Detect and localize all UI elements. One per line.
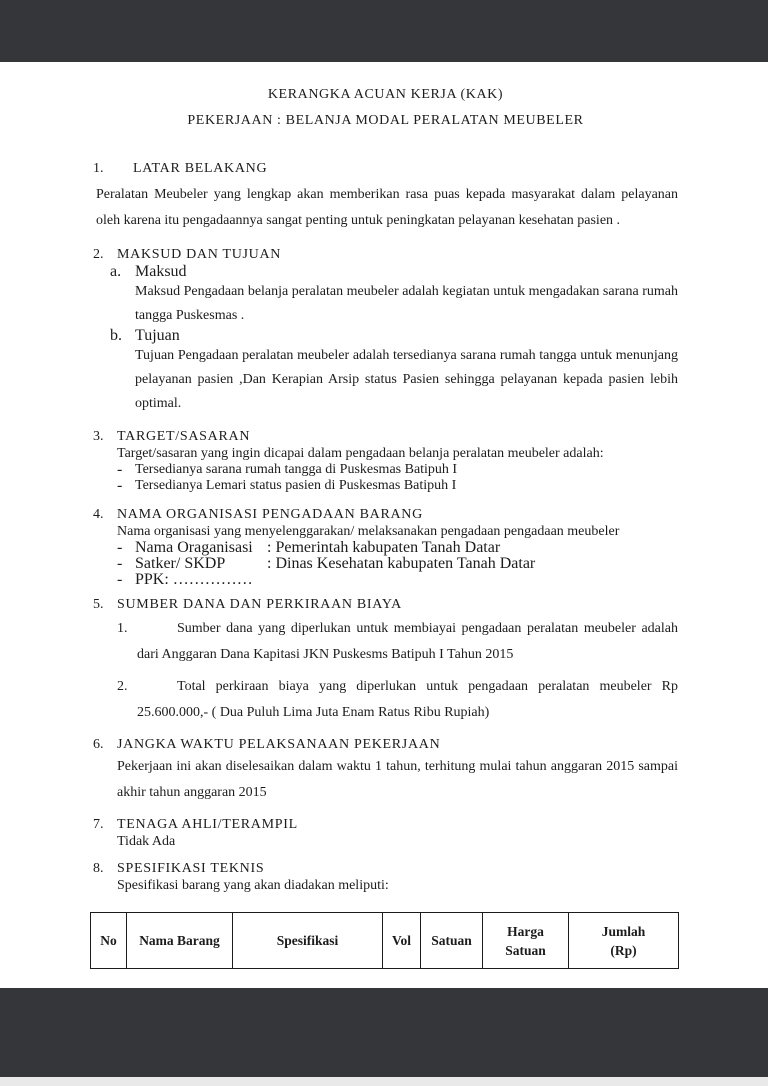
header-text: Nama Barang (139, 933, 220, 948)
list-item-text: Tersedianya sarana rumah tangga di Puskesmas Batipuh I (135, 462, 458, 477)
list-item (117, 478, 678, 494)
subsection-a-number: a. (110, 263, 122, 280)
item-number: 2. (117, 679, 128, 694)
header-text: Spesifikasi (276, 933, 339, 948)
section-2-number: 2. (93, 247, 104, 262)
document-title-line-1: KERANGKA ACUAN KERJA (KAK) (267, 87, 504, 102)
column-header-satuan (421, 913, 483, 969)
section-3-number: 3. (93, 429, 104, 444)
section-7-paragraph: Tidak Ada (117, 834, 176, 849)
section-8-number: 8. (93, 861, 104, 876)
section-7-heading (93, 816, 678, 834)
specification-table (90, 912, 679, 969)
subsection-a-title: Maksud (135, 263, 187, 280)
list-item (117, 572, 678, 588)
section-4-number: 4. (93, 507, 104, 522)
section-7-number: 7. (93, 817, 104, 832)
document-title-line-2: PEKERJAAN : BELANJA MODAL PERALATAN MEUBELER (187, 113, 584, 128)
section-8-heading (93, 860, 678, 878)
next-page-edge (0, 1077, 768, 1086)
header-text: No (100, 933, 117, 948)
subsection-b-paragraph: Tujuan Pengadaan peralatan meubeler adalah tersedianya sarana rumah tangga untuk menunjang pelayanan pasien ,Dan Kerapian Arsip status Pasien sehingga pelayanan kepada pasien lebih optimal. (135, 348, 678, 411)
dash-bullet: - (117, 539, 123, 556)
section-spesifikasi-teknis (93, 860, 678, 894)
subsection-b-label (110, 328, 678, 344)
org-field-value: : Pemerintah kabupaten Tanah Datar (267, 539, 501, 556)
list-item (117, 462, 678, 478)
section-2-heading (93, 246, 678, 264)
dash-bullet: - (117, 555, 123, 572)
section-3-heading (93, 428, 678, 446)
section-jangka-waktu (93, 736, 678, 806)
section-3-intro: Target/sasaran yang ingin dicapai dalam pengadaan belanja peralatan meubeler adalah: (117, 446, 604, 461)
list-item (117, 540, 678, 556)
section-1-paragraph: Peralatan Meubeler yang lengkap akan memberikan rasa puas kepada masyarakat dalam pelayanan oleh karena itu pengadaannya sangat penting untuk peningkatan pelayanan kesehatan pasien . (96, 187, 678, 228)
dash-bullet: - (117, 571, 123, 588)
section-4-title: NAMA ORGANISASI PENGADAAN BARANG (117, 507, 423, 522)
section-nama-organisasi (93, 506, 678, 588)
section-tenaga-ahli (93, 816, 678, 850)
header-text-line-2: (Rp) (610, 942, 637, 958)
section-1-heading (93, 160, 678, 178)
section-4-intro: Nama organisasi yang menyelenggarakan/ melaksanakan pengadaan pengadaan meubeler (117, 524, 620, 539)
section-5-number: 5. (93, 597, 104, 612)
section-1-number: 1. (93, 161, 104, 176)
section-3-title: TARGET/SASARAN (117, 429, 251, 444)
document-page (0, 62, 768, 988)
column-header-vol (383, 913, 421, 969)
list-item-text: Tersedianya Lemari status pasien di Puskesmas Batipuh I (135, 478, 457, 493)
subsection-a-label (110, 264, 678, 280)
column-header-harga-satuan (483, 913, 569, 969)
column-header-spesifikasi (233, 913, 383, 969)
section-8-paragraph: Spesifikasi barang yang akan diadakan meliputi: (117, 878, 389, 893)
header-text: Satuan (431, 933, 472, 948)
subsection-a-paragraph: Maksud Pengadaan belanja peralatan meubeler adalah kegiatan untuk mengadakan sarana rumah tangga Puskesmas . (135, 284, 678, 323)
org-field-label: Nama Oraganisasi (135, 539, 253, 556)
section-6-number: 6. (93, 737, 104, 752)
header-text-line-2: Satuan (505, 942, 546, 958)
item-number: 1. (117, 621, 128, 636)
section-6-title: JANGKA WAKTU PELAKSANAAN PEKERJAAN (117, 737, 441, 752)
header-text: Vol (391, 933, 411, 948)
list-item (117, 556, 678, 572)
section-5-title: SUMBER DANA DAN PERKIRAAN BIAYA (117, 597, 402, 612)
section-7-title: TENAGA AHLI/TERAMPIL (117, 817, 298, 832)
section-latar-belakang (93, 160, 678, 234)
column-header-no (91, 913, 127, 969)
section-2-title: MAKSUD DAN TUJUAN (117, 247, 282, 262)
column-header-jumlah-rp (569, 913, 679, 969)
header-text-line-1: Harga (507, 923, 544, 939)
table-header-row (91, 913, 679, 969)
column-header-nama-barang (127, 913, 233, 969)
section-8-title: SPESIFIKASI TEKNIS (117, 861, 265, 876)
subsection-b-number: b. (110, 327, 122, 344)
section-maksud-dan-tujuan (93, 246, 678, 416)
section-1-title: LATAR BELAKANG (133, 161, 268, 176)
org-field-value: : Dinas Kesehatan kabupaten Tanah Datar (267, 555, 536, 572)
section-6-paragraph: Pekerjaan ini akan diselesaikan dalam waktu 1 tahun, terhitung mulai tahun anggaran 2015 sampai akhir tahun anggaran 2015 (117, 759, 678, 800)
section-6-heading (93, 736, 678, 754)
item-text: Sumber dana yang diperlukan untuk membiayai pengadaan peralatan meubeler adalah dari Anggaran Dana Kapitasi JKN Puskesms Batipuh I Tahun 2015 (137, 621, 678, 662)
dash-bullet: - (117, 461, 123, 478)
org-field-label: Satker/ SKDP (135, 555, 226, 572)
org-field-label: PPK: …………… (135, 571, 253, 588)
section-target-sasaran (93, 428, 678, 494)
section-5-heading (93, 596, 678, 614)
numbered-item (93, 674, 678, 726)
numbered-item (93, 616, 678, 668)
document-viewer (0, 62, 768, 1086)
item-text: Total perkiraan biaya yang diperlukan untuk pengadaan peralatan meubeler Rp 25.600.000,- ( Dua Puluh Lima Juta Enam Ratus Ribu Rupiah) (137, 679, 678, 720)
section-sumber-dana (93, 596, 678, 726)
dash-bullet: - (117, 477, 123, 494)
subsection-b-title: Tujuan (135, 327, 180, 344)
section-4-heading (93, 506, 678, 524)
header-text-line-1: Jumlah (601, 923, 646, 939)
